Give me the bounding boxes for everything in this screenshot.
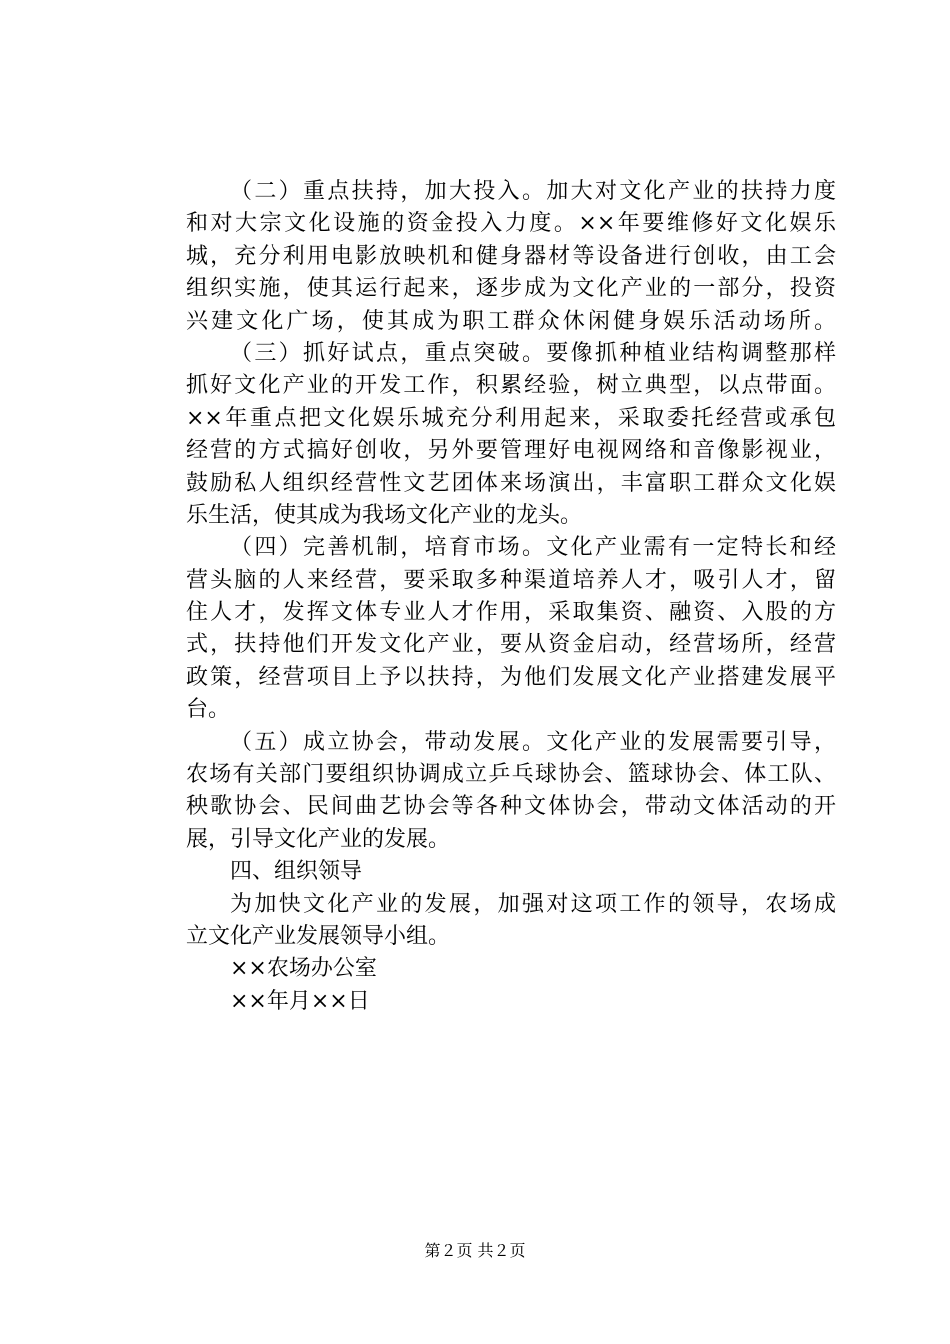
text-line: （三）抓好试点，重点突破。要像抓种植业结构调整那样 xyxy=(230,340,836,366)
text-line: （二）重点扶持，加大投入。加大对文化产业的扶持力度 xyxy=(230,179,836,204)
text-line: （五）成立协会，带动发展。文化产业的发展需要引导， xyxy=(230,729,836,755)
text-line: 抓好文化产业的开发工作，积累经验，树立典型，以点带面。 xyxy=(186,373,836,399)
text-line: 立文化产业发展领导小组。 xyxy=(186,923,451,949)
text-line: 式，扶持他们开发文化产业，要从资金启动，经营场所，经营 xyxy=(186,632,836,658)
text-line: 乐生活，使其成为我场文化产业的龙头。 xyxy=(186,502,583,528)
text-line: ××年月××日 xyxy=(230,988,370,1014)
text-line: 住人才，发挥文体专业人才作用，采取集资、融资、入股的方 xyxy=(186,600,836,626)
text-line: （四）完善机制，培育市场。文化产业需有一定特长和经 xyxy=(230,535,836,561)
text-line: 四、组织领导 xyxy=(230,859,363,885)
text-line: ××年重点把文化娱乐城充分利用起来，采取委托经营或承包 xyxy=(186,405,836,431)
text-line: 秧歌协会、民间曲艺协会等各种文体协会，带动文体活动的开 xyxy=(186,794,836,820)
page-footer: 第２页 共２页 xyxy=(424,1241,526,1260)
text-line: 台。 xyxy=(186,697,231,723)
text-line: 展，引导文化产业的发展。 xyxy=(186,826,451,852)
text-line: 经营的方式搞好创收，另外要管理好电视网络和音像影视业， xyxy=(186,438,836,464)
text-line: 组织实施，使其运行起来，逐步成为文化产业的一部分，投资 xyxy=(186,276,836,302)
text-line: 农场有关部门要组织协调成立乒乓球协会、篮球协会、体工队、 xyxy=(186,762,836,788)
text-line: 和对大宗文化设施的资金投入力度。××年要维修好文化娱乐 xyxy=(186,211,836,237)
text-line: 城，充分利用电影放映机和健身器材等设备进行创收，由工会 xyxy=(186,243,836,269)
text-line: 营头脑的人来经营，要采取多种渠道培养人才，吸引人才，留 xyxy=(186,567,836,593)
text-line: 为加快文化产业的发展，加强对这项工作的领导，农场成 xyxy=(230,891,836,917)
document-body xyxy=(186,176,836,1018)
text-line: 鼓励私人组织经营性文艺团体来场演出，丰富职工群众文化娱 xyxy=(186,470,836,496)
text-line: 政策，经营项目上予以扶持，为他们发展文化产业搭建发展平 xyxy=(186,664,836,690)
text-line: 兴建文化广场，使其成为职工群众休闲健身娱乐活动场所。 xyxy=(186,308,836,334)
text-line: ××农场办公室 xyxy=(230,956,377,982)
